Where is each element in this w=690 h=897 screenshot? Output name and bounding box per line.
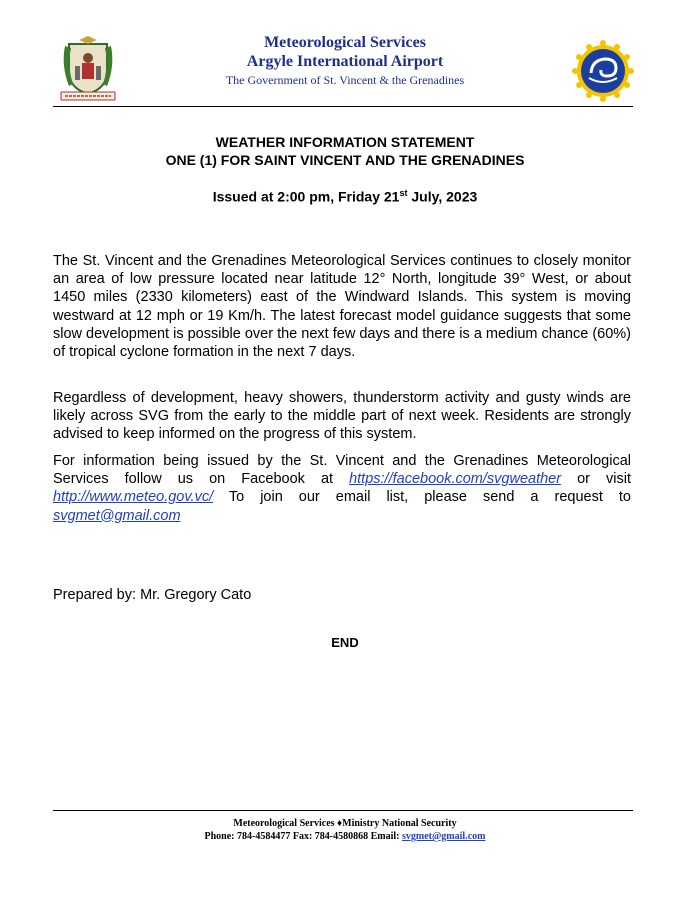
email-link[interactable]: svgmet@gmail.com (53, 507, 181, 524)
wmo-emblem-icon (572, 40, 634, 102)
issued-date (0, 188, 690, 205)
website-link[interactable]: http://www.meteo.gov.vc/ (53, 489, 214, 506)
facebook-link[interactable]: https://facebook.com/svgweather (349, 471, 562, 488)
footer-line2 (0, 831, 690, 842)
info-text-b: or visit (561, 471, 632, 488)
footer-email-link[interactable]: svgmet@gmail.com (402, 831, 486, 842)
letterhead (0, 30, 690, 110)
prepared-by (53, 587, 251, 603)
paragraph-impacts: Regardless of development, heavy showers, thunderstorm activity and gusty winds are likely across SVG from the early to the middle part of next week. Residents are strongly advised to keep informed on the progress of this system. (53, 390, 631, 443)
paragraph-information (53, 452, 631, 525)
issued-date-ordinal: st (399, 188, 408, 198)
statement-title: WEATHER INFORMATION STATEMENT (215, 134, 475, 150)
prepared-by-name: Mr. Gregory Cato (140, 587, 252, 603)
organization-name (170, 33, 520, 89)
coat-of-arms-icon (55, 36, 121, 102)
info-text-c: To join our email list, please send a request to (213, 489, 631, 506)
org-name-line3: The Government of St. Vincent & the Grenadines (225, 73, 465, 87)
issued-date-suffix: July, 2023 (407, 188, 478, 205)
info-text-a: For information being issued by the St. Vincent and the Grenadines Meteorological Services follow us on Facebook at (53, 453, 631, 488)
org-name-line2: Argyle International Airport (246, 53, 444, 70)
footer-divider (53, 810, 633, 811)
issued-date-prefix: Issued at 2:00 pm, Friday 21 (212, 188, 400, 205)
header-divider (53, 106, 633, 107)
org-name-line1: Meteorological Services (264, 34, 426, 51)
end-marker: END (331, 635, 359, 650)
footer-line1: Meteorological Services ♦Ministry National Security (233, 818, 457, 829)
footer-contact: Phone: 784-4584477 Fax: 784-4580868 Email: (204, 831, 403, 842)
statement-subtitle: ONE (1) FOR SAINT VINCENT AND THE GRENADINES (165, 152, 525, 168)
paragraph-monitoring: The St. Vincent and the Grenadines Meteorological Services continues to closely monitor an area of low pressure located near latitude 12° North, longitude 39° West, or about 1450 miles (2330 kilometers) east of the Windward Islands. This system is moving westward at 12 mph or 19 Km/h. The latest forecast model guidance suggests that some slow development is possible over the next few days and there is a medium chance (60%) of tropical cyclone formation in the next 7 days. (53, 253, 631, 361)
prepared-by-label: Prepared by: (53, 587, 141, 603)
